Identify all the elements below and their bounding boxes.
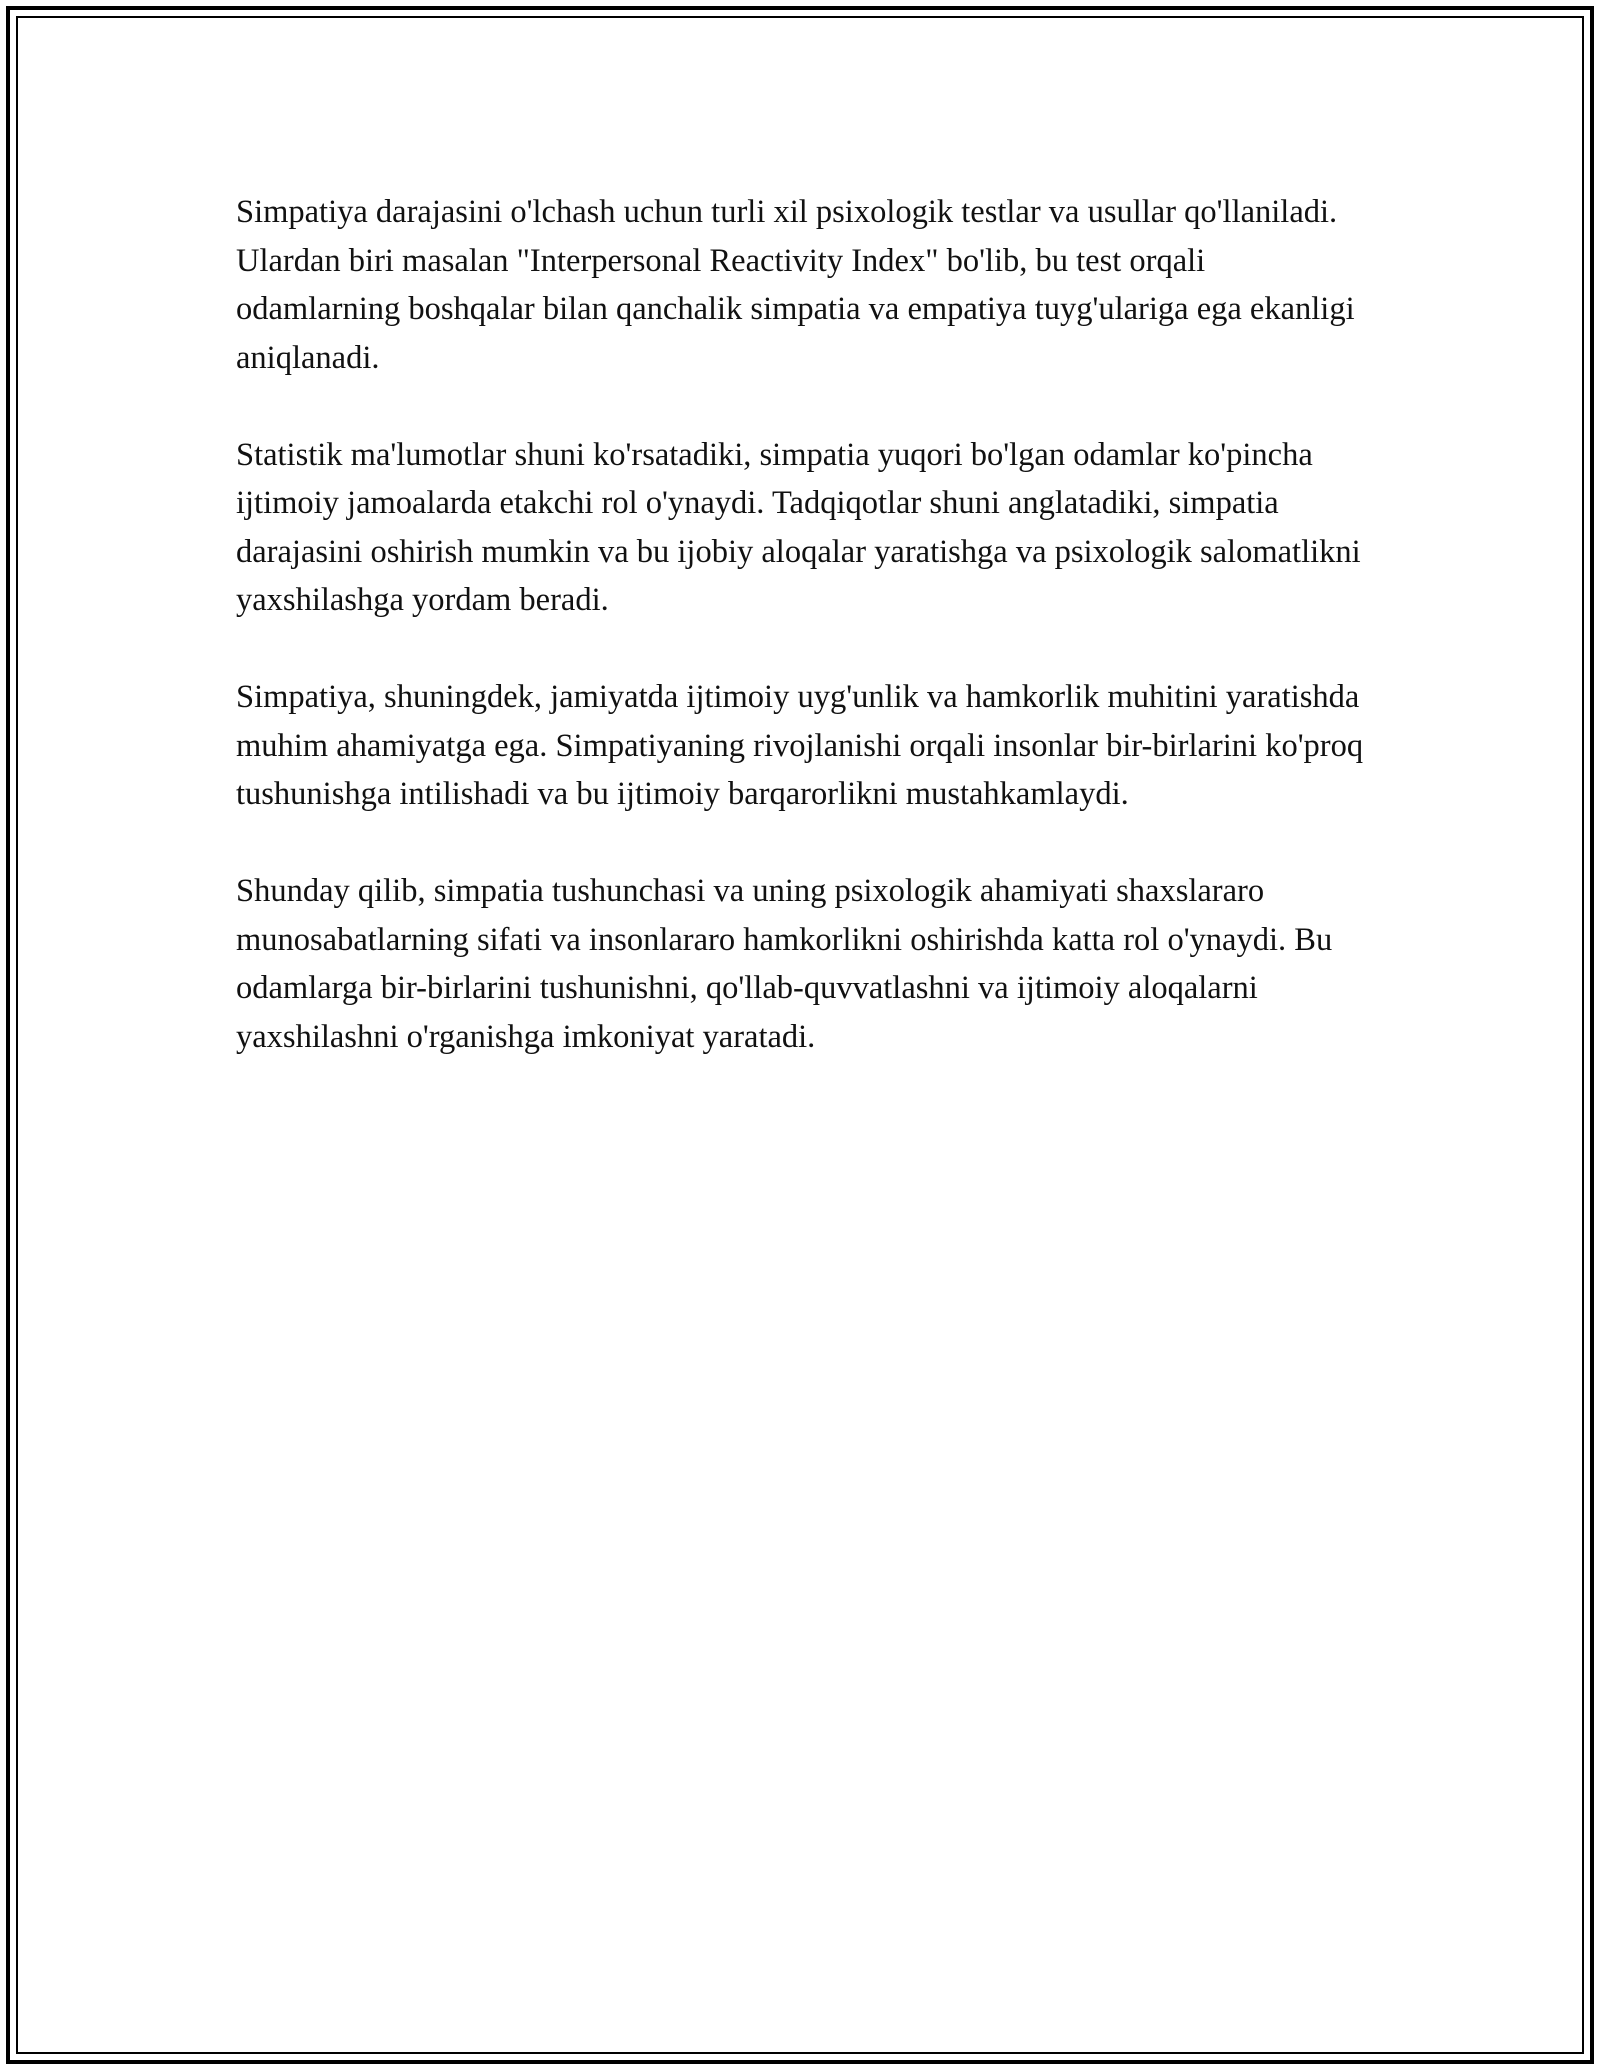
paragraph-4: Shunday qilib, simpatia tushunchasi va uning psixologik ahamiyati shaxslararo munosabatlarning sifati va insonlararo hamkorlikni oshirishda katta rol o'ynaydi. Bu odamlarga bir-birlarini tushunishni, qo'llab-quvvatlashni va ijtimoiy aloqalarni yaxshilashni o'rganishga imkoniyat yaratadi. <box>236 873 1333 1055</box>
paragraph-2: Statistik ma'lumotlar shuni ko'rsatadiki, simpatia yuqori bo'lgan odamlar ko'pincha ijtimoiy jamoalarda etakchi rol o'ynaydi. Tadqiqotlar shuni anglatadiki, simpatia darajasini oshirish mumkin va bu ijobiy aloqalar yaratishga va psixologik salomatlikni yaxshilashga yordam beradi. <box>236 436 1361 618</box>
paragraph-1: Simpatiya darajasini o'lchash uchun turli xil psixologik testlar va usullar qo'llaniladi. Ulardan biri masalan "Interpersonal Reactivity Index" bo'lib, bu test orqali odamlarning boshqalar bilan qanchalik simpatia va empatiya tuyg'ulariga ega ekanligi aniqlanadi. <box>236 194 1355 376</box>
document-body <box>236 188 1364 1110</box>
paragraph-3: Simpatiya, shuningdek, jamiyatda ijtimoiy uyg'unlik va hamkorlik muhitini yaratishda muhim ahamiyatga ega. Simpatiyaning rivojlanishi orqali insonlar bir-birlarini ko'proq tushunishga intilishadi va bu ijtimoiy barqarorlikni mustahkamlaydi. <box>236 679 1364 812</box>
